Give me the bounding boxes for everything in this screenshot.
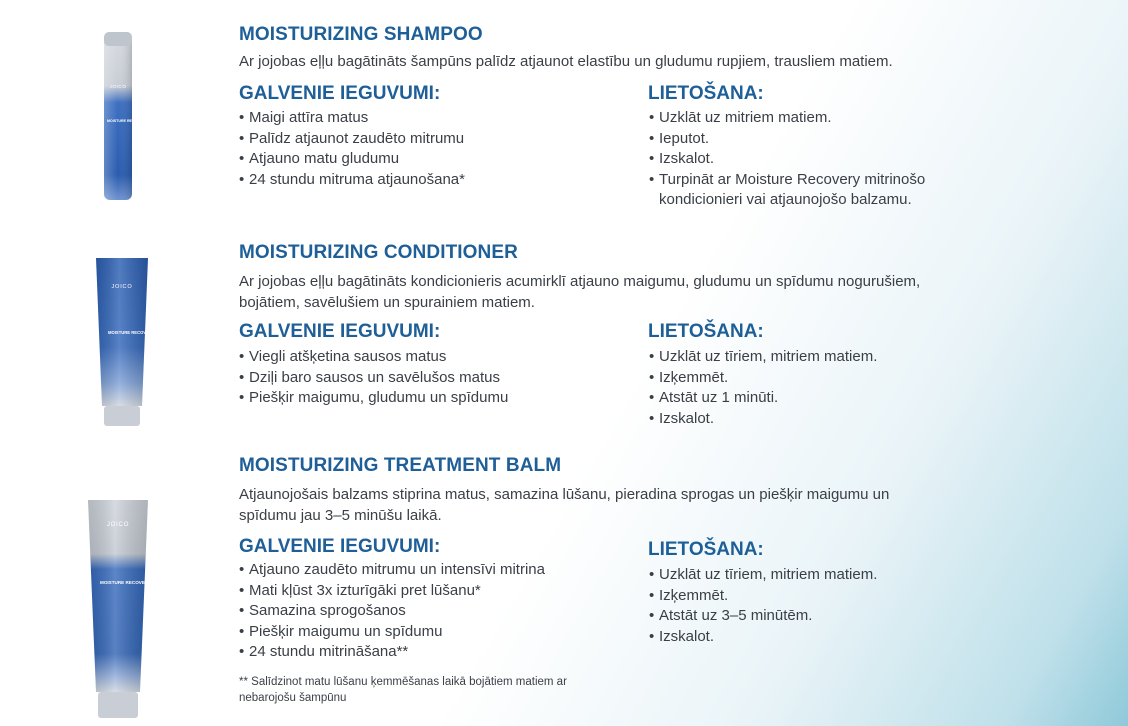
list-item: • Izskalot.: [649, 149, 979, 170]
benefits-heading: GALVENIE IEGUVUMI:: [239, 536, 441, 557]
list-item: • Mati kļūst 3x izturīgāki pret lūšanu*: [239, 581, 629, 602]
list-item: • Izskalot.: [649, 627, 979, 648]
benefits-list: [239, 108, 629, 190]
list-item: • Uzklāt uz tīriem, mitriem matiem.: [649, 347, 979, 368]
bullet-icon: •: [239, 170, 245, 188]
list-item: • Palīdz atjaunot zaudēto mitrumu: [239, 129, 629, 150]
list-item: • Piešķir maigumu, gludumu un spīdumu: [239, 388, 629, 409]
list-item: • Viegli atšķetina sausos matus: [239, 347, 629, 368]
bullet-icon: •: [649, 409, 655, 427]
benefits-list: [239, 347, 629, 409]
bullet-icon: •: [649, 586, 655, 604]
product-title: MOISTURIZING CONDITIONER: [239, 242, 518, 263]
list-item: • Izskalot.: [649, 409, 979, 430]
list-item: • Uzklāt uz mitriem matiem.: [649, 108, 979, 129]
bullet-icon: •: [649, 150, 655, 167]
usage-heading: LIETOŠANA:: [648, 321, 764, 342]
usage-heading: LIETOŠANA:: [648, 539, 764, 560]
bullet-icon: •: [649, 129, 655, 147]
usage-list: [649, 565, 979, 647]
list-item: • 24 stundu mitruma atjaunošana*: [239, 170, 629, 191]
list-item: • Atjauno matu gludumu: [239, 149, 629, 170]
bullet-icon: •: [239, 109, 245, 126]
bullet-icon: •: [239, 581, 245, 599]
footnote: ** Salīdzinot matu lūšanu ķemmēšanas laikā bojātiem matiem ar nebarojošu šampūnu: [239, 676, 567, 704]
bullet-icon: •: [649, 627, 655, 645]
list-item: • Atstāt uz 3–5 minūtēm.: [649, 606, 979, 627]
bullet-icon: •: [239, 643, 245, 660]
product-title: MOISTURIZING SHAMPOO: [239, 24, 483, 45]
list-item: • Samazina sprogošanos: [239, 601, 629, 622]
list-item: • Ieputot.: [649, 129, 979, 150]
list-item: • Maigi attīra matus: [239, 108, 629, 129]
usage-heading: LIETOŠANA:: [648, 83, 764, 104]
bullet-icon: •: [239, 368, 245, 386]
bullet-icon: •: [239, 622, 245, 640]
list-item: • Turpināt ar Moisture Recovery mitrinošo kondicionieri vai atjaunojošo balzamu.: [649, 170, 926, 208]
list-item: • Izķemmēt.: [649, 368, 979, 389]
bullet-icon: •: [649, 170, 655, 188]
bullet-icon: •: [239, 150, 245, 167]
bullet-icon: •: [649, 389, 655, 406]
list-item: • Izķemmēt.: [649, 586, 979, 607]
shampoo-bottle-image: [100, 30, 148, 202]
conditioner-tube-image: [92, 256, 155, 428]
product-title: MOISTURIZING TREATMENT BALM: [239, 455, 562, 476]
bullet-icon: •: [239, 389, 245, 406]
svg-text:MOISTURE RECOVERY: MOISTURE RECOVERY: [100, 580, 152, 585]
svg-text:MOISTURE RECOVERY: MOISTURE RECOVERY: [108, 330, 155, 335]
product-description: Atjaunojošais balzams stiprina matus, samazina lūšanu, pieradina sprogas un piešķir maigumu un spīdumu jau 3–5 minūšu laikā.: [239, 486, 890, 524]
list-item: • 24 stundu mitrināšana**: [239, 642, 629, 663]
bullet-icon: •: [649, 368, 655, 386]
list-item: • Uzklāt uz tīriem, mitriem matiem.: [649, 565, 979, 586]
product-description: Ar jojobas eļļu bagātināts kondicionieris acumirklī atjauno maigumu, gludumu un spīdumu nogurušiem, bojātiem, savēlušiem un spurainiem matiem.: [239, 273, 921, 311]
list-item: • Atjauno zaudēto mitrumu un intensīvi mitrina: [239, 560, 629, 581]
svg-text:JOICO: JOICO: [111, 284, 133, 290]
usage-list: [649, 347, 979, 429]
list-item: • Dziļi baro sausos un savēlušos matus: [239, 368, 629, 389]
bullet-icon: •: [649, 348, 655, 365]
benefits-heading: GALVENIE IEGUVUMI:: [239, 321, 441, 342]
svg-text:JOICO: JOICO: [106, 522, 130, 528]
list-item: • Atstāt uz 1 minūti.: [649, 388, 979, 409]
usage-list: [649, 108, 979, 211]
bullet-icon: •: [239, 561, 245, 578]
list-item: • Piešķir maigumu un spīdumu: [239, 622, 629, 643]
bullet-icon: •: [239, 602, 245, 619]
bullet-icon: •: [649, 109, 655, 126]
svg-text:MOISTURE RECOVERY: MOISTURE RECOVERY: [107, 119, 148, 123]
bullet-icon: •: [649, 607, 655, 624]
benefits-list: [239, 560, 629, 663]
bullet-icon: •: [649, 566, 655, 583]
benefits-heading: GALVENIE IEGUVUMI:: [239, 83, 441, 104]
svg-text:JOICO: JOICO: [109, 84, 127, 89]
treatment-balm-tube-image: [84, 496, 152, 722]
bullet-icon: •: [239, 348, 245, 365]
bullet-icon: •: [239, 129, 245, 147]
product-description: Ar jojobas eļļu bagātināts šampūns palīdz atjaunot elastību un gludumu rupjiem, trausliem matiem.: [239, 53, 893, 70]
